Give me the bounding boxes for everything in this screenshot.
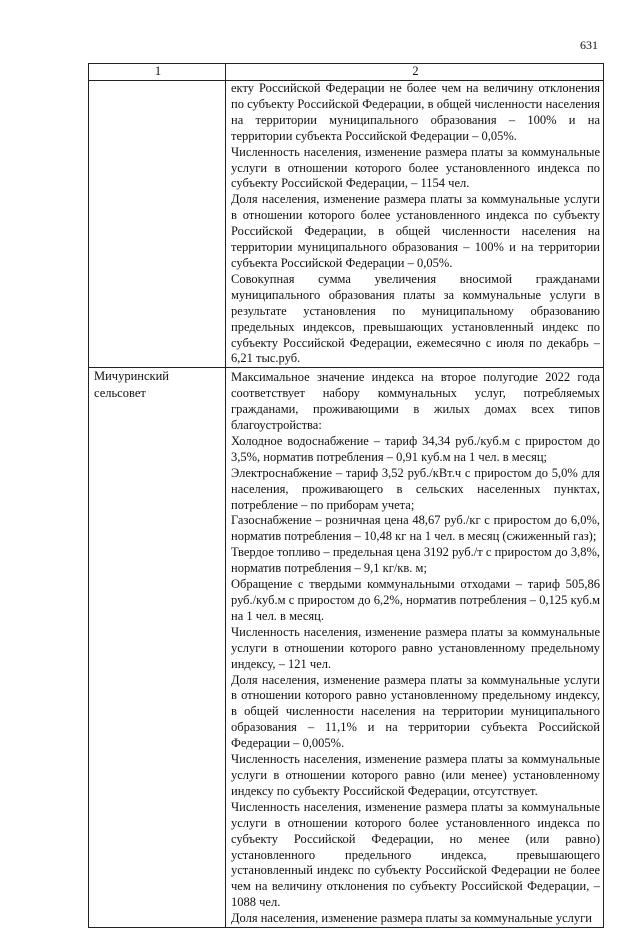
- header-cell-col1: 1: [89, 64, 226, 81]
- header-cell-col2: 2: [226, 64, 604, 81]
- paragraph: Численность населения, изменение размера платы за коммунальные услуги в отношении которого более установленного индекса по субъекту Российской Федерации, но менее (или равно) установленного предельного индекса, превышающего установленный индекс по субъекту Российской Федерации не более чем на величину отклонения по субъекту Российской Федерации, – 1088 чел.: [231, 799, 600, 910]
- page-number: 631: [580, 38, 598, 52]
- paragraph: Доля населения, изменение размера платы за коммунальные услуги: [231, 911, 592, 926]
- paragraph: Холодное водоснабжение – тариф 34,34 руб./куб.м с приростом до 3,5%, норматив потребления – 0,91 куб.м на 1 чел. в месяц;: [231, 433, 600, 464]
- paragraph: Максимальное значение индекса на второе полугодие 2022 года соответствует набору коммунальных услуг, потребляемых гражданами, проживающими в жилых домах всех типов благоустройства:: [231, 370, 600, 433]
- table-header-row: [89, 64, 604, 81]
- paragraph: Численность населения, изменение размера платы за коммунальные услуги в отношении которого более установленного индекса по субъекту Российской Федерации, – 1154 чел.: [231, 144, 600, 191]
- content-cell: [226, 368, 604, 928]
- paragraph: Численность населения, изменение размера платы за коммунальные услуги в отношении которого равно установленному предельному индексу, – 121 чел.: [231, 624, 600, 671]
- paragraph: Численность населения, изменение размера платы за коммунальные услуги в отношении которого равно (или менее) установленному индексу по субъекту Российской Федерации, отсутствует.: [231, 752, 600, 798]
- document-table: [88, 63, 604, 928]
- paragraph: Совокупная сумма увеличения вносимой гражданами муниципального образования платы за коммунальные услуги в результате установления по муниципальному образованию предельных индексов, превышающих установленный индекс по субъекту Российской Федерации, ежемесячно с июля по декабрь – 6,21 тыс.руб.: [231, 271, 600, 366]
- paragraph: Газоснабжение – розничная цена 48,67 руб./кг с приростом до 6,0%, норматив потребления – 10,48 кг на 1 чел. в месяц (сжиженный газ);: [231, 513, 600, 544]
- paragraph: Доля населения, изменение размера платы за коммунальные услуги в отношении которого равно установленному предельному индексу, в общей численности населения на территории муниципального образования – 11,1% и на территории субъекта Российской Федерации – 0,005%.: [231, 672, 600, 751]
- municipality-label-cell: [89, 81, 226, 368]
- table-row: [89, 81, 604, 368]
- content-cell: [226, 81, 604, 368]
- paragraph: Обращение с твердыми коммунальными отходами – тариф 505,86 руб./куб.м с приростом до 6,2%, норматив потребления – 0,125 куб.м на 1 чел. в месяц.: [231, 577, 600, 623]
- paragraph: Твердое топливо – предельная цена 3192 руб./т с приростом до 3,8%, норматив потребления – 9,1 кг/кв. м;: [231, 545, 600, 576]
- municipality-label-cell: Мичуринский сельсовет: [89, 368, 226, 928]
- paragraph: Доля населения, изменение размера платы за коммунальные услуги в отношении которого более установленного индекса по субъекту Российской Федерации, в общей численности населения на территории муниципального образования – 100% и на территории субъекта Российской Федерации – 0,05%.: [231, 192, 600, 270]
- table-row: [89, 368, 604, 928]
- paragraph: екту Российской Федерации не более чем на величину отклонения по субъекту Российской Федерации, в общей численности населения на территории муниципального образования – 100% и на территории субъекта Российской Федерации – 0,05%.: [231, 81, 600, 143]
- paragraph: Электроснабжение – тариф 3,52 руб./кВт.ч с приростом до 5,0% для населения, проживающего в сельских населенных пунктах, потребление – по приборам учета;: [231, 465, 600, 512]
